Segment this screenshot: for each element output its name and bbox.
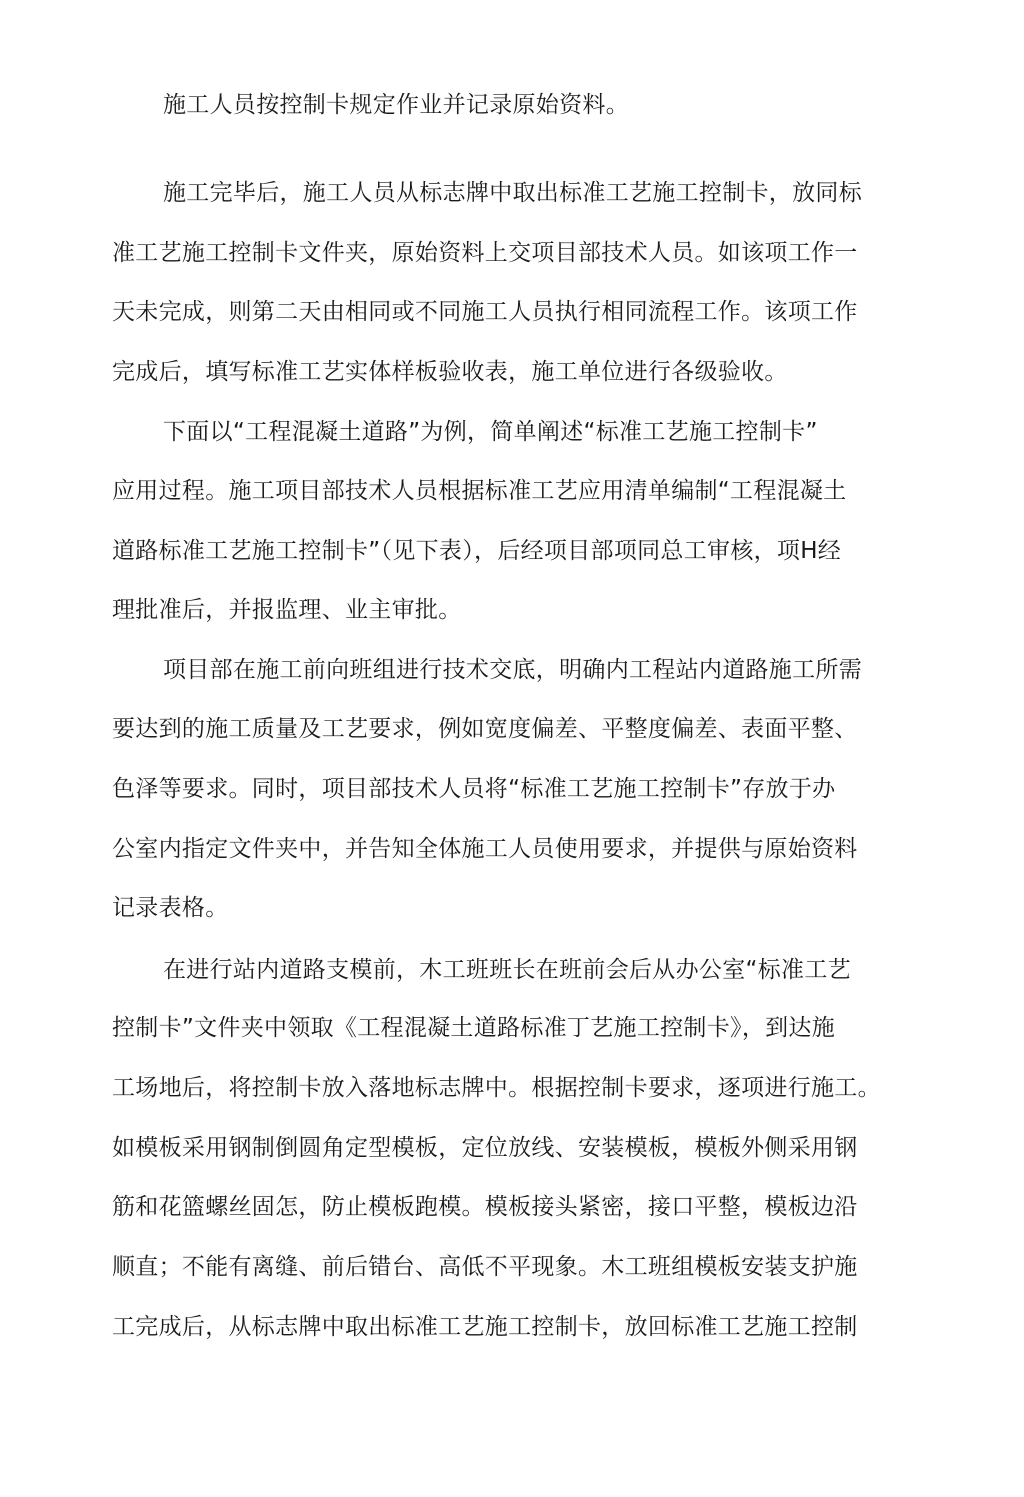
paragraph-5-line-5: 筋和花篮螺丝固怎，防止模板跑模。模板接头紧密，接口平整，模板边沿 (112, 1194, 858, 1220)
paragraph-2-line-1: 施工完毕后，施工人员从标志牌中取出标准工艺施工控制卡，放同标 (163, 180, 862, 206)
paragraph-3-line-3: 道路标准工艺施工控制卡”（见下表），后经项目部项同总工审核，项H经 (112, 538, 842, 564)
paragraph-3-line-2: 应用过程。施工项目部技术人员根据标准工艺应用清单编制“工程混凝土 (112, 478, 847, 504)
paragraph-2-line-4: 完成后，填写标准工艺实体样板验收表，施工单位进行各级验收。 (112, 359, 788, 385)
paragraph-2-line-2: 准工艺施工控制卡文件夹，原始资料上交项目部技术人员。如该项工作一 (112, 240, 858, 266)
paragraph-5-line-4: 如模板采用钢制倒圆角定型模板，定位放线、安装模板，模板外侧采用钢 (112, 1135, 858, 1161)
paragraph-5-line-1: 在进行站内道路支模前，木工班班长在班前会后从办公室“标准工艺 (163, 957, 851, 983)
paragraph-3-line-1: 下面以“工程混凝土道路”为例，简单阐述“标准工艺施工控制卡” (163, 419, 818, 445)
paragraph-3-line-4: 理批准后，并报监理、业主审批。 (112, 597, 462, 623)
paragraph-5-line-7: 工完成后，从标志牌中取出标准工艺施工控制卡，放回标准工艺施工控制 (112, 1314, 858, 1340)
paragraph-4-line-2: 要达到的施工质量及工艺要求，例如宽度偏差、平整度偏差、表面平整、 (112, 716, 858, 742)
paragraph-4-line-4: 公室内指定文件夹中，并告知全体施工人员使用要求，并提供与原始资料 (112, 836, 858, 862)
paragraph-5-line-6: 顺直；不能有离缝、前后错台、高低不平现象。木工班组模板安装支护施 (112, 1254, 858, 1280)
paragraph-2-line-3: 天未完成，则第二天由相同或不同施工人员执行相同流程工作。该项工作 (112, 299, 858, 325)
paragraph-1-line-1: 施工人员按控制卡规定作业并记录原始资料。 (163, 92, 629, 118)
paragraph-4-line-3: 色泽等要求。同时，项目部技术人员将“标准工艺施工控制卡”存放于办 (112, 776, 836, 802)
paragraph-5-line-3: 工场地后，将控制卡放入落地标志牌中。根据控制卡要求，逐项进行施工。 (112, 1075, 881, 1101)
paragraph-4-line-1: 项目部在施工前向班组进行技术交底，明确内工程站内道路施工所需 (163, 657, 862, 683)
paragraph-4-line-5: 记录表格。 (112, 895, 229, 921)
paragraph-5-line-2: 控制卡”文件夹中领取《工程混凝土道路标准丁艺施工控制卡》，到达施 (112, 1015, 836, 1041)
